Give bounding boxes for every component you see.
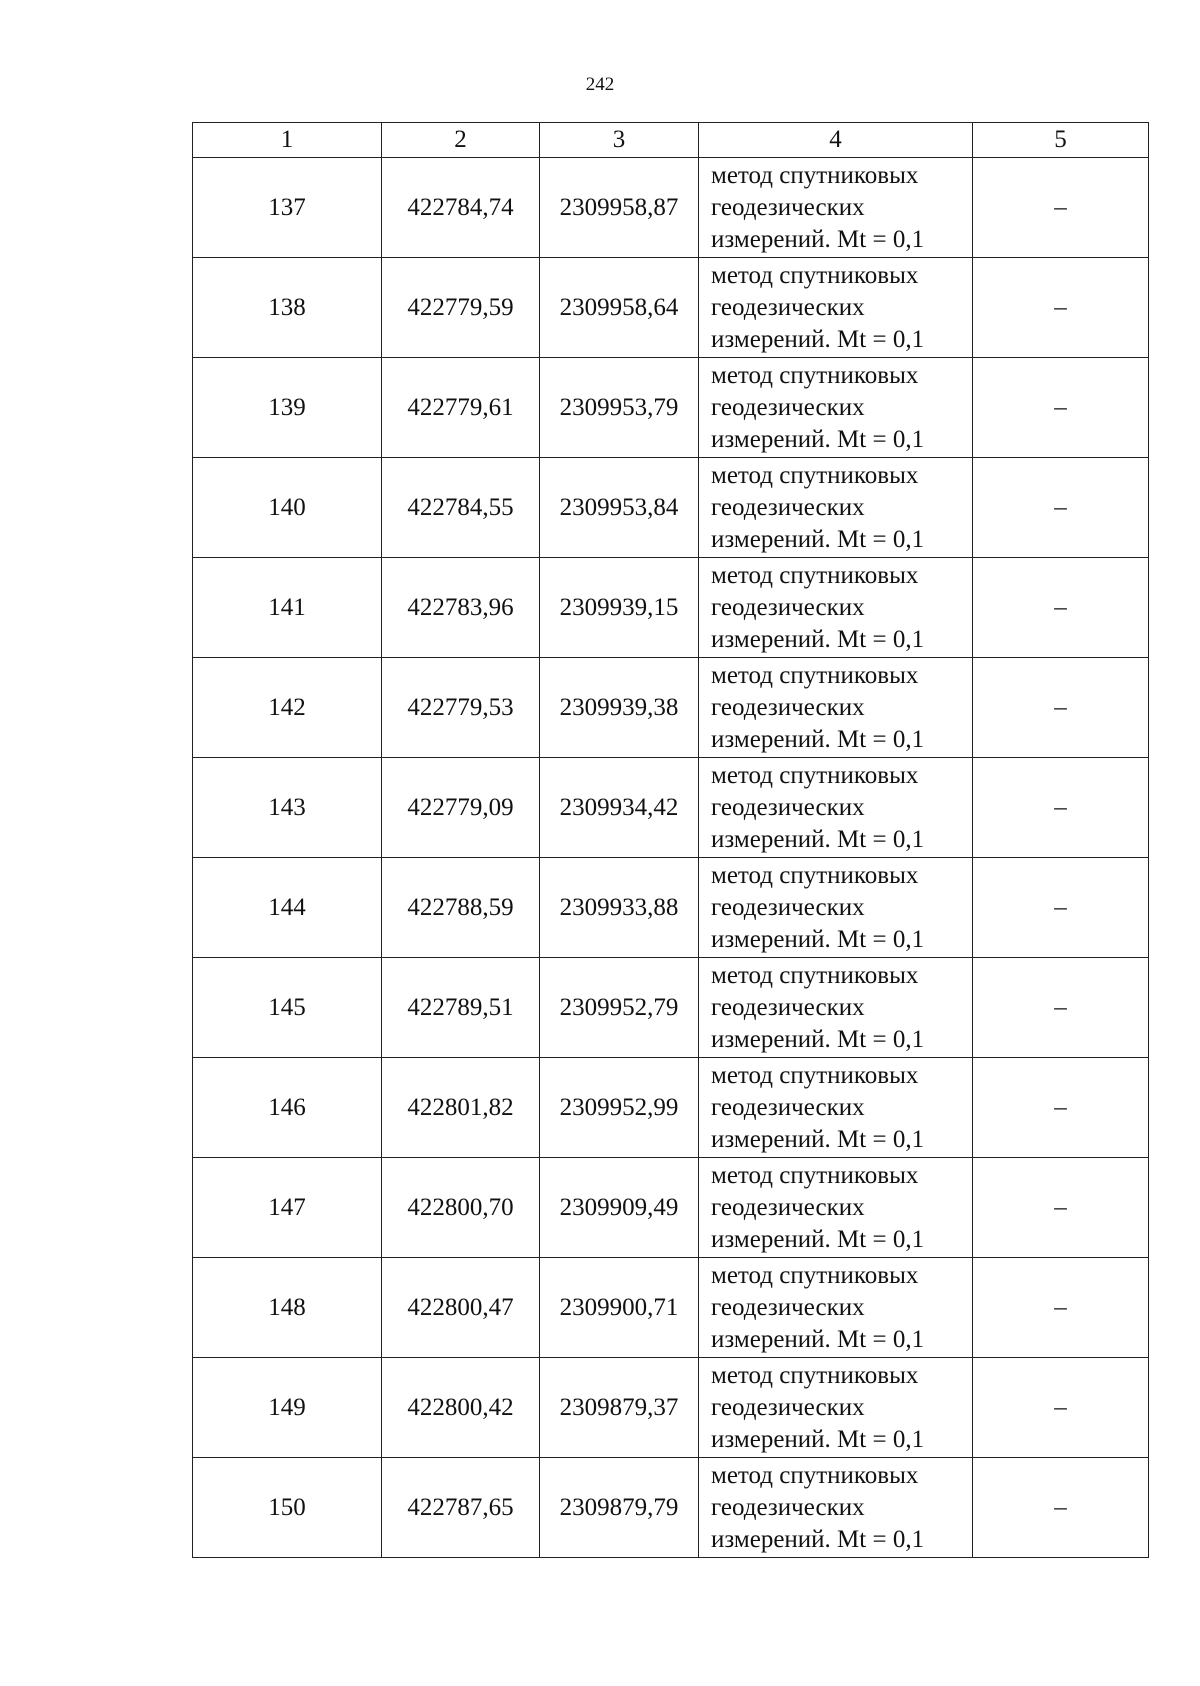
x-coordinate-cell: 422801,82 xyxy=(382,1058,540,1158)
method-cell: метод спутниковых геодезических измерений. Mt = 0,1 xyxy=(699,858,973,958)
y-coordinate-cell: 2309934,42 xyxy=(540,758,699,858)
table-row xyxy=(193,1258,1149,1358)
table-row xyxy=(193,758,1149,858)
point-number-cell: 145 xyxy=(193,958,382,1058)
point-number-cell: 150 xyxy=(193,1458,382,1558)
point-number-cell: 143 xyxy=(193,758,382,858)
column-header: 3 xyxy=(540,123,699,158)
y-coordinate-cell: 2309939,15 xyxy=(540,558,699,658)
point-number-cell: 138 xyxy=(193,258,382,358)
table-row xyxy=(193,558,1149,658)
x-coordinate-cell: 422788,59 xyxy=(382,858,540,958)
y-coordinate-cell: 2309933,88 xyxy=(540,858,699,958)
method-cell: метод спутниковых геодезических измерений. Mt = 0,1 xyxy=(699,658,973,758)
note-cell: – xyxy=(973,858,1149,958)
y-coordinate-cell: 2309958,64 xyxy=(540,258,699,358)
method-cell: метод спутниковых геодезических измерений. Mt = 0,1 xyxy=(699,158,973,258)
y-coordinate-cell: 2309953,79 xyxy=(540,358,699,458)
table-header-row xyxy=(193,123,1149,158)
method-cell: метод спутниковых геодезических измерений. Mt = 0,1 xyxy=(699,558,973,658)
y-coordinate-cell: 2309939,38 xyxy=(540,658,699,758)
method-cell: метод спутниковых геодезических измерений. Mt = 0,1 xyxy=(699,1058,973,1158)
point-number-cell: 137 xyxy=(193,158,382,258)
table-row xyxy=(193,658,1149,758)
table-row xyxy=(193,1458,1149,1558)
column-header: 1 xyxy=(193,123,382,158)
x-coordinate-cell: 422779,09 xyxy=(382,758,540,858)
note-cell: – xyxy=(973,1358,1149,1458)
column-header: 5 xyxy=(973,123,1149,158)
column-header: 4 xyxy=(699,123,973,158)
x-coordinate-cell: 422779,53 xyxy=(382,658,540,758)
x-coordinate-cell: 422800,42 xyxy=(382,1358,540,1458)
x-coordinate-cell: 422787,65 xyxy=(382,1458,540,1558)
table-row xyxy=(193,858,1149,958)
table-row xyxy=(193,1158,1149,1258)
column-header: 2 xyxy=(382,123,540,158)
y-coordinate-cell: 2309879,37 xyxy=(540,1358,699,1458)
point-number-cell: 139 xyxy=(193,358,382,458)
note-cell: – xyxy=(973,558,1149,658)
note-cell: – xyxy=(973,1258,1149,1358)
note-cell: – xyxy=(973,658,1149,758)
y-coordinate-cell: 2309952,79 xyxy=(540,958,699,1058)
note-cell: – xyxy=(973,158,1149,258)
point-number-cell: 142 xyxy=(193,658,382,758)
table-row xyxy=(193,958,1149,1058)
table-body xyxy=(193,158,1149,1558)
method-cell: метод спутниковых геодезических измерений. Mt = 0,1 xyxy=(699,358,973,458)
y-coordinate-cell: 2309900,71 xyxy=(540,1258,699,1358)
x-coordinate-cell: 422800,70 xyxy=(382,1158,540,1258)
table-row xyxy=(193,458,1149,558)
note-cell: – xyxy=(973,1058,1149,1158)
coordinates-table xyxy=(192,122,1149,1558)
x-coordinate-cell: 422779,61 xyxy=(382,358,540,458)
x-coordinate-cell: 422783,96 xyxy=(382,558,540,658)
table-row xyxy=(193,1358,1149,1458)
note-cell: – xyxy=(973,958,1149,1058)
note-cell: – xyxy=(973,258,1149,358)
x-coordinate-cell: 422800,47 xyxy=(382,1258,540,1358)
y-coordinate-cell: 2309952,99 xyxy=(540,1058,699,1158)
point-number-cell: 149 xyxy=(193,1358,382,1458)
method-cell: метод спутниковых геодезических измерений. Mt = 0,1 xyxy=(699,258,973,358)
y-coordinate-cell: 2309958,87 xyxy=(540,158,699,258)
y-coordinate-cell: 2309909,49 xyxy=(540,1158,699,1258)
y-coordinate-cell: 2309953,84 xyxy=(540,458,699,558)
point-number-cell: 141 xyxy=(193,558,382,658)
method-cell: метод спутниковых геодезических измерений. Mt = 0,1 xyxy=(699,1158,973,1258)
point-number-cell: 144 xyxy=(193,858,382,958)
x-coordinate-cell: 422789,51 xyxy=(382,958,540,1058)
method-cell: метод спутниковых геодезических измерений. Mt = 0,1 xyxy=(699,458,973,558)
note-cell: – xyxy=(973,1458,1149,1558)
method-cell: метод спутниковых геодезических измерений. Mt = 0,1 xyxy=(699,958,973,1058)
page-number: 242 xyxy=(585,74,615,95)
method-cell: метод спутниковых геодезических измерений. Mt = 0,1 xyxy=(699,1458,973,1558)
method-cell: метод спутниковых геодезических измерений. Mt = 0,1 xyxy=(699,1358,973,1458)
note-cell: – xyxy=(973,758,1149,858)
x-coordinate-cell: 422784,74 xyxy=(382,158,540,258)
method-cell: метод спутниковых геодезических измерений. Mt = 0,1 xyxy=(699,758,973,858)
point-number-cell: 147 xyxy=(193,1158,382,1258)
table-row xyxy=(193,258,1149,358)
point-number-cell: 146 xyxy=(193,1058,382,1158)
table-row xyxy=(193,158,1149,258)
table-row xyxy=(193,358,1149,458)
y-coordinate-cell: 2309879,79 xyxy=(540,1458,699,1558)
x-coordinate-cell: 422779,59 xyxy=(382,258,540,358)
x-coordinate-cell: 422784,55 xyxy=(382,458,540,558)
method-cell: метод спутниковых геодезических измерений. Mt = 0,1 xyxy=(699,1258,973,1358)
note-cell: – xyxy=(973,1158,1149,1258)
point-number-cell: 148 xyxy=(193,1258,382,1358)
table-row xyxy=(193,1058,1149,1158)
point-number-cell: 140 xyxy=(193,458,382,558)
note-cell: – xyxy=(973,458,1149,558)
note-cell: – xyxy=(973,358,1149,458)
